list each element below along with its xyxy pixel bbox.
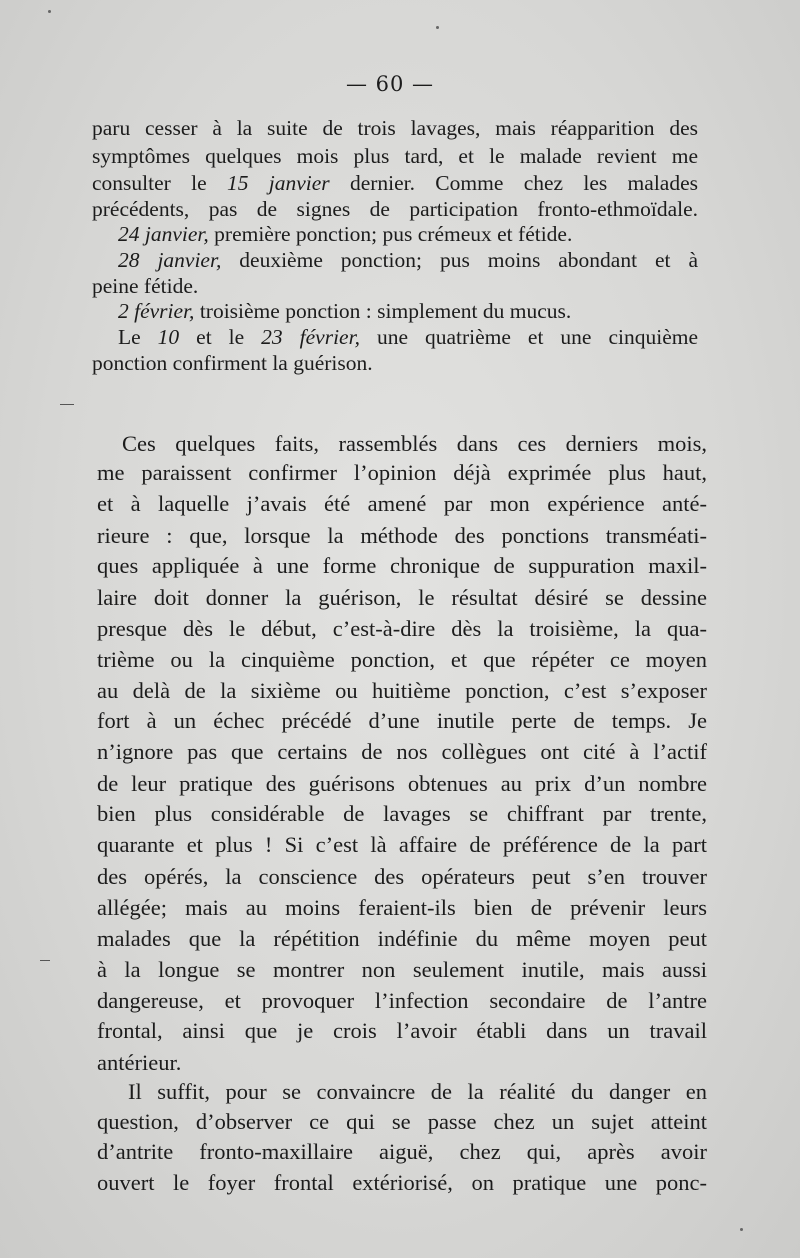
body-line: dangereuse, et provoquer l’infection secondaire de l’antre bbox=[97, 988, 707, 1013]
body-line: Ces quelques faits, rassemblés dans ces derniers mois, bbox=[122, 431, 707, 456]
entry-10-23-fevrier: Le 10 et le 23 février, une quatrième et une cinquième bbox=[118, 325, 698, 349]
paper-speck bbox=[436, 26, 439, 29]
body-line: à la longue se montrer non seulement inutile, mais aussi bbox=[97, 957, 707, 982]
body-line: ques appliquée à une forme chronique de suppuration maxil- bbox=[97, 553, 707, 578]
entry-2-fevrier: 2 février, troisième ponction : simplement du mucus. bbox=[118, 299, 572, 323]
body-line: presque dès le début, c’est-à-dire dès la troisième, la qua- bbox=[97, 616, 707, 641]
body-line: malades que la répétition indéfinie du même moyen peut bbox=[97, 926, 707, 951]
body-line: fort à un échec précédé d’une inutile perte de temps. Je bbox=[97, 708, 707, 733]
margin-mark bbox=[40, 960, 50, 961]
body-line: n’ignore pas que certains de nos collègues ont cité à l’actif bbox=[97, 739, 707, 764]
text-line: symptômes quelques mois plus tard, et le malade revient me bbox=[92, 144, 698, 168]
body-line: question, d’observer ce qui se passe chez un sujet atteint bbox=[97, 1109, 707, 1134]
margin-mark bbox=[60, 404, 74, 405]
text-line: consulter le 15 janvier dernier. Comme chez les malades bbox=[92, 171, 698, 195]
body-line: quarante et plus ! Si c’est là affaire de préférence de la part bbox=[97, 832, 707, 857]
body-line: de leur pratique des guérisons obtenues au prix d’un nombre bbox=[97, 771, 707, 796]
text-line: précédents, pas de signes de participation fronto-ethmoïdale. bbox=[92, 197, 698, 221]
paper-speck bbox=[48, 10, 51, 13]
text-line: peine fétide. bbox=[92, 274, 199, 298]
body-line: bien plus considérable de lavages se chiffrant par trente, bbox=[97, 801, 707, 826]
page-number: — 60 — bbox=[345, 72, 435, 96]
body-line: allégée; mais au moins feraient-ils bien de prévenir leurs bbox=[97, 895, 707, 920]
text-line: paru cesser à la suite de trois lavages, mais réapparition des bbox=[92, 116, 698, 140]
body-line: ouvert le foyer frontal extériorisé, on pratique une ponc- bbox=[97, 1170, 707, 1195]
text-line: ponction confirment la guérison. bbox=[92, 351, 373, 375]
body-line: laire doit donner la guérison, le résultat désiré se dessine bbox=[97, 585, 707, 610]
body-line: d’antrite fronto-maxillaire aiguë, chez qui, après avoir bbox=[97, 1139, 707, 1164]
body-line: frontal, ainsi que je crois l’avoir établi dans un travail bbox=[97, 1018, 707, 1043]
body-line: antérieur. bbox=[97, 1050, 182, 1075]
body-line: des opérés, la conscience des opérateurs peut s’en trouver bbox=[97, 864, 707, 889]
body-line: rieure : que, lorsque la méthode des ponctions transméati- bbox=[97, 523, 707, 548]
entry-24-janvier: 24 janvier, première ponction; pus crémeux et fétide. bbox=[118, 222, 573, 246]
body-line: et à laquelle j’avais été amené par mon expérience anté- bbox=[97, 491, 707, 516]
body-line: au delà de la sixième ou huitième ponction, c’est s’exposer bbox=[97, 678, 707, 703]
entry-28-janvier: 28 janvier, deuxième ponction; pus moins abondant et à bbox=[118, 248, 698, 272]
paper-speck bbox=[740, 1228, 743, 1231]
body-line: trième ou la cinquième ponction, et que répéter ce moyen bbox=[97, 647, 707, 672]
body-line: Il suffit, pour se convaincre de la réalité du danger en bbox=[128, 1079, 707, 1104]
body-line: me paraissent confirmer l’opinion déjà exprimée plus haut, bbox=[97, 460, 707, 485]
